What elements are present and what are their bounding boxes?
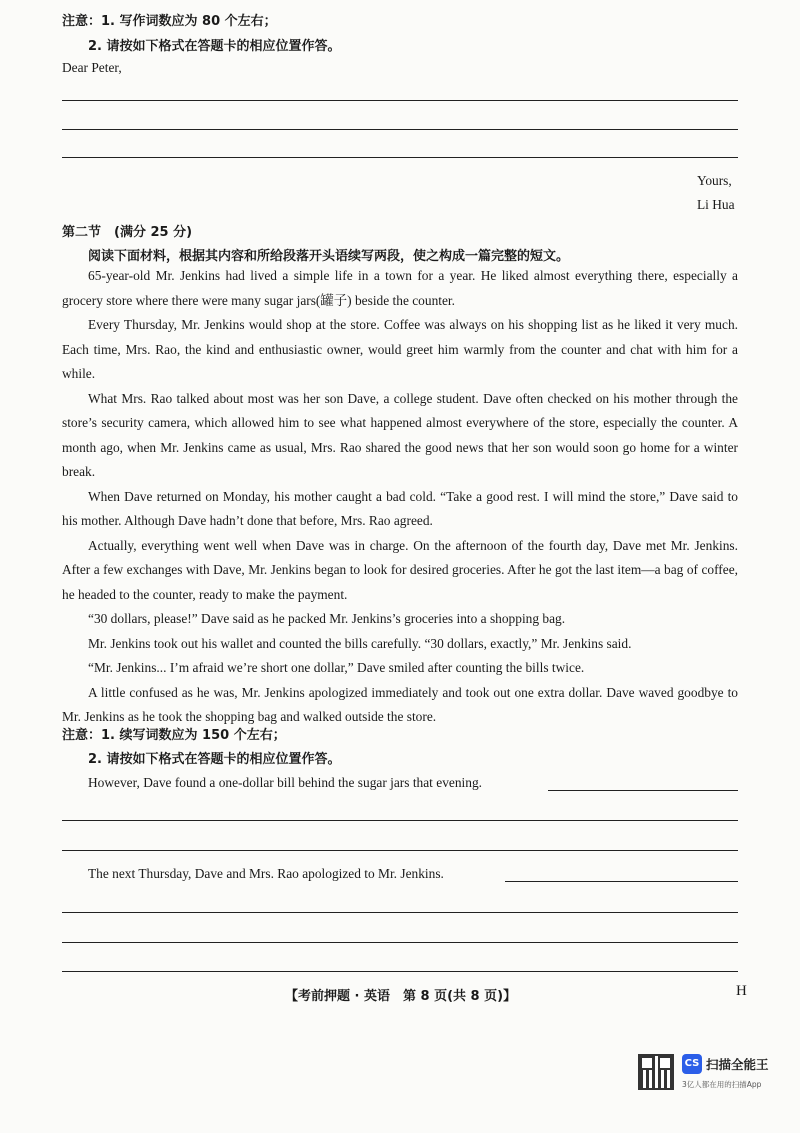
letter-salutation: Dear Peter, [62,60,122,75]
camscanner-name: 扫描全能王 [706,1057,769,1072]
story-paragraph: “30 dollars, please!” Dave said as he packed Mr. Jenkins’s groceries into a shopping bag. [88,611,566,626]
section-heading: 第二节 (满分 25 分) [62,225,193,240]
exam-version: H [736,983,747,999]
continuation-note-1: 注意：1. 续写词数应为 150 个左右； [62,728,286,743]
story-paragraph: Mr. Jenkins took out his wallet and counted the bills carefully. “30 dollars, exactly,” Mr. Jenkins said. [88,635,632,651]
answer-line [62,820,738,821]
writing-note-2: 2. 请按如下格式在答题卡的相应位置作答。 [88,39,341,54]
camscanner-logo-icon: CS [682,1054,702,1074]
story-paragraph: Every Thursday, Mr. Jenkins would shop at the store. Coffee was always on his shopping list as he liked it very much. Each time, Mrs. Rao, the kind and enthusiastic owner, would greet him warmly from the counter and chat with him for a while. [62,317,738,381]
camscanner-tagline: 3亿人都在用的扫描App [682,1080,762,1089]
section-instruction: 阅读下面材料，根据其内容和所给段落开头语续写两段，使之构成一篇完整的短文。 [88,249,570,264]
story-paragraph: When Dave returned on Monday, his mother caught a bad cold. “Take a good rest. I will mind the store,” Dave said to his mother. Although Dave hadn’t done that before, Mrs. Rao agreed. [62,488,738,528]
letter-closing: Yours, [697,173,732,188]
continuation-note-2: 2. 请按如下格式在答题卡的相应位置作答。 [88,752,341,767]
story-paragraph: What Mrs. Rao talked about most was her son Dave, a college student. Dave often checked on his mother through the store’s security camera, which allowed him to see what happened almost everywhere of the store, especially the counter. A month ago, when Mr. Jenkins came as usual, Mrs. Rao shared the good news that her son would soon go home for a winter break. [62,390,738,479]
story-paragraph: 65-year-old Mr. Jenkins had lived a simple life in a town for a year. He liked almost everything there, especially a grocery store where there were many sugar jars(罐子) beside the counter. [62,268,738,308]
qr-code-icon [638,1054,674,1090]
answer-line [62,157,738,158]
letter-signature: Li Hua [697,197,735,212]
answer-line [62,971,738,972]
paragraph-opener-2: The next Thursday, Dave and Mrs. Rao apologized to Mr. Jenkins. [88,866,444,881]
story-paragraph: A little confused as he was, Mr. Jenkins apologized immediately and took out one extra dollar. Dave waved goodbye to Mr. Jenkins as he took the shopping bag and walked outside the store. [62,684,738,724]
answer-line [62,912,738,913]
page-footer: 【考前押题 · 英语 第 8 页(共 8 页)】 [285,989,517,1004]
paragraph-opener-1: However, Dave found a one-dollar bill behind the sugar jars that evening. [88,775,482,790]
story-paragraph: Actually, everything went well when Dave was in charge. On the afternoon of the fourth day, Dave met Mr. Jenkins. After a few exchanges with Dave, Mr. Jenkins began to look for desired groceries. After he got the last item—a bag of coffee, he headed to the counter, ready to make the payment. [62,537,738,602]
story-paragraph: “Mr. Jenkins... I’m afraid we’re short one dollar,” Dave smiled after counting the bills twice. [88,660,585,675]
answer-line [62,942,738,943]
story-passage [62,264,738,730]
answer-line [548,790,738,791]
answer-line [62,850,738,851]
answer-line [62,100,738,101]
writing-note-1: 注意：1. 写作词数应为 80 个左右； [62,14,277,29]
answer-line [505,881,738,882]
answer-line [62,129,738,130]
